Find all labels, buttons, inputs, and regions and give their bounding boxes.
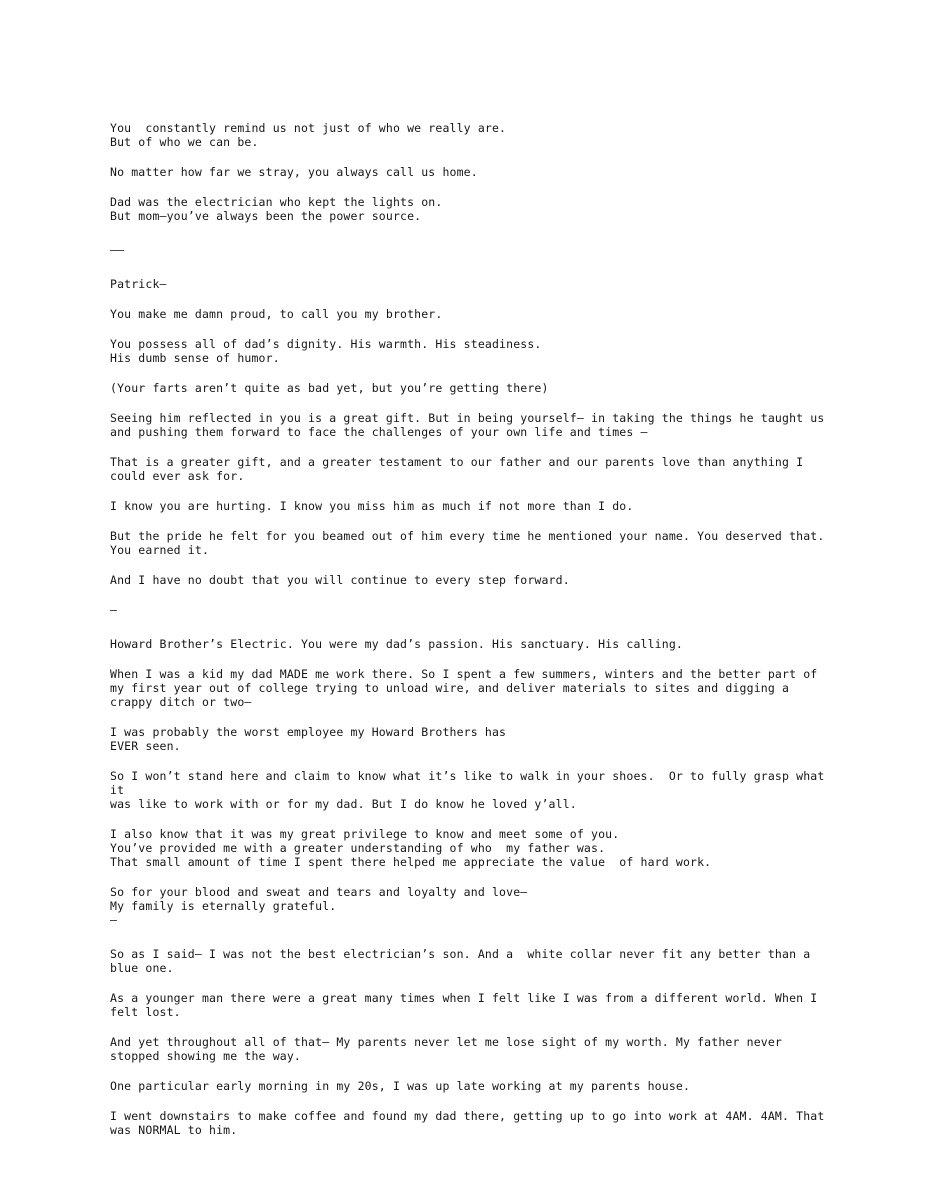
- paragraph: I know you are hurting. I know you miss him as much if not more than I do.: [110, 499, 634, 513]
- paragraph: But the pride he felt for you beamed out of him every time he mentioned your name. You deserved that. You earned it.: [110, 529, 825, 557]
- paragraph: So for your blood and sweat and tears and loyalty and love— My family is eternally grateful. —: [110, 885, 528, 927]
- section-divider: ——: [110, 243, 125, 257]
- paragraph: Seeing him reflected in you is a great gift. But in being yourself— in taking the things he taught us and pushing them forward to face the challenges of your own life and times —: [110, 411, 825, 439]
- document-body: [110, 121, 830, 1137]
- paragraph: No matter how far we stray, you always call us home.: [110, 165, 478, 179]
- paragraph: Howard Brother’s Electric. You were my dad’s passion. His sanctuary. His calling.: [110, 637, 683, 651]
- paragraph: I went downstairs to make coffee and found my dad there, getting up to go into work at 4AM. 4AM. That was NORMAL to him.: [110, 1109, 825, 1137]
- paragraph: And I have no doubt that you will continue to every step forward.: [110, 573, 570, 587]
- paragraph: So as I said— I was not the best electrician’s son. And a white collar never fit any better than a blue one.: [110, 947, 811, 975]
- section-divider: —: [110, 603, 118, 617]
- paragraph: So I won’t stand here and claim to know what it’s like to walk in your shoes. Or to fully grasp what it was like to work with or for my dad. But I do know he loved y’all.: [110, 769, 825, 811]
- paragraph: (Your farts aren’t quite as bad yet, but you’re getting there): [110, 381, 549, 395]
- paragraph: And yet throughout all of that— My parents never let me lose sight of my worth. My father never stopped showing me the way.: [110, 1035, 782, 1063]
- paragraph: I also know that it was my great privilege to know and meet some of you. You’ve provided me with a greater understanding of who my father was. That small amount of time I spent there helped me appreciate the value of hard work.: [110, 827, 712, 869]
- paragraph: Dad was the electrician who kept the lights on. But mom—you’ve always been the power source.: [110, 195, 443, 223]
- paragraph: One particular early morning in my 20s, I was up late working at my parents house.: [110, 1079, 691, 1093]
- paragraph: As a younger man there were a great many times when I felt like I was from a different world. When I felt lost.: [110, 991, 818, 1019]
- paragraph: You possess all of dad’s dignity. His warmth. His steadiness. His dumb sense of humor.: [110, 337, 542, 365]
- paragraph: You constantly remind us not just of who we really are. But of who we can be.: [110, 121, 507, 149]
- paragraph: That is a greater gift, and a greater testament to our father and our parents love than anything I could ever ask for.: [110, 455, 804, 483]
- paragraph: When I was a kid my dad MADE me work there. So I spent a few summers, winters and the better part of my first year out of college trying to unload wire, and deliver materials to sites and digging a crappy ditch or two—: [110, 667, 818, 709]
- paragraph: You make me damn proud, to call you my brother.: [110, 307, 443, 321]
- paragraph: Patrick—: [110, 277, 167, 291]
- paragraph: I was probably the worst employee my Howard Brothers has EVER seen.: [110, 725, 507, 753]
